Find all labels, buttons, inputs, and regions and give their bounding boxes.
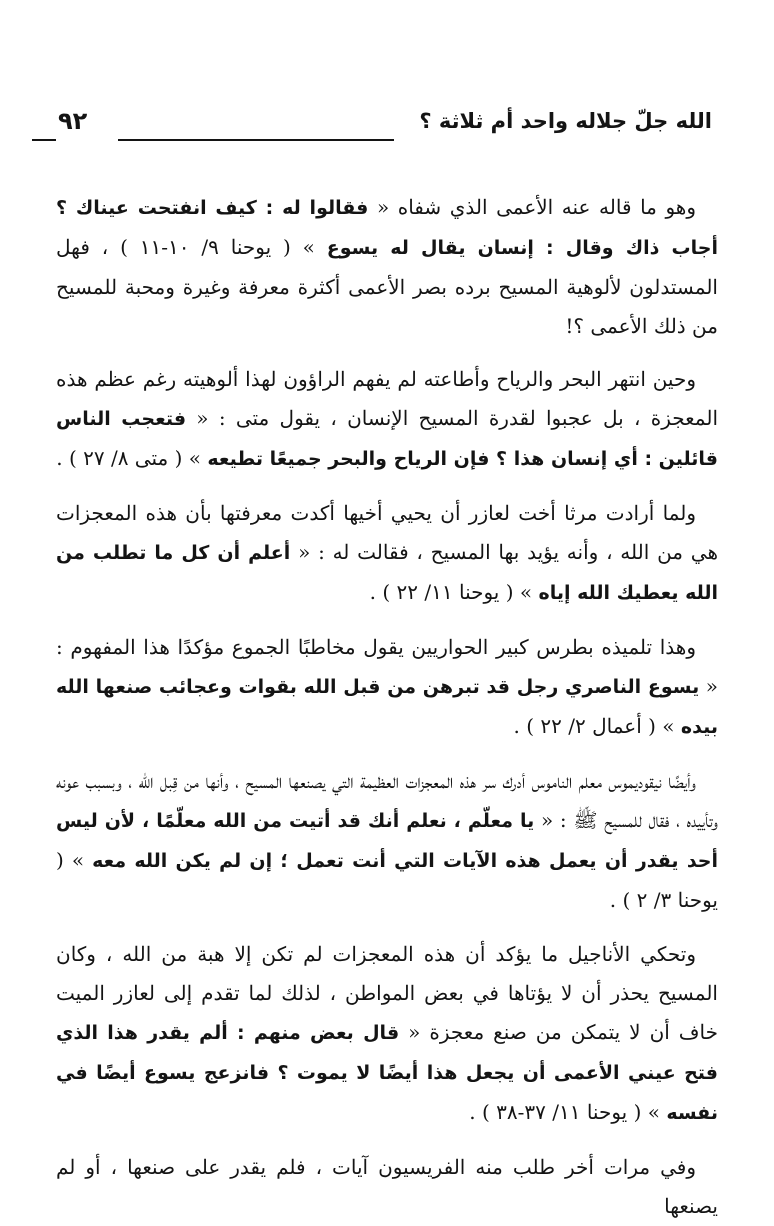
citation-text: » ( يوحنا ٣/ ٢ ) .	[56, 848, 718, 912]
citation-text: » ( متى ٨/ ٢٧ ) .	[56, 446, 208, 470]
paragraph-text: وفي مرات أخر طلب منه الفريسيون آيات ، فلم يقدر على صنعها ، أو لم يصنعها	[56, 1155, 718, 1218]
quote-text: فقالوا له : كيف انفتحت عيناك ؟ أجاب ذاك وقال : إنسان يقال له يسوع	[56, 197, 718, 259]
paragraph-text: وهذا تلميذه بطرس كبير الحواريين يقول مخاطبًا الجموع مؤكدًا هذا المفهوم : «	[56, 635, 718, 698]
citation-text: » ( يوحنا ٩/ ١٠-١١ ) ، فهل المستدلون لألوهية المسيح برده بصر الأعمى أكثرة معرفة وغيرة ومحبة للمسيح من ذلك الأعمى ؟!	[56, 235, 718, 338]
citation-text: » ( أعمال ٢/ ٢٢ ) .	[513, 714, 681, 738]
paragraph-text: ولما أرادت مرثا أخت لعازر أن يحيي أخيها أكدت معرفتها بأن هذه المعجزات هي من الله ، وأنه يؤيد بها المسيح ، فقالت له : «	[56, 501, 718, 564]
paragraph-7	[56, 1148, 718, 1226]
citation-text: » ( يوحنا ١١/ ٢٢ ) .	[369, 580, 539, 604]
paragraph-text: وهو ما قاله عنه الأعمى الذي شفاه «	[368, 195, 696, 219]
header-title: الله جلّ جلاله واحد أم ثلاثة ؟	[419, 109, 712, 133]
running-header	[40, 105, 712, 165]
paragraph-6	[56, 935, 718, 1133]
quote-text: يا معلّم ، نعلم أنك قد أتيت من الله معلّمًا ، لأن ليس أحد يقدر أن يعمل هذه الآيات التي أنت تعمل ؛ إن لم يكن الله معه	[56, 810, 718, 872]
paragraph-3	[56, 494, 718, 613]
paragraph-1	[56, 188, 718, 346]
paragraph-4	[56, 628, 718, 747]
quote-text: قال بعض منهم : ألم يقدر هذا الذي فتح عيني الأعمى أن يجعل هذا أيضًا لا يموت ؟ فانزعج يسوع أيضًا في نفسه	[56, 1022, 718, 1124]
quote-text: يسوع الناصري رجل قد تبرهن من قبل الله بقوات وعجائب صنعها الله بيده	[56, 676, 718, 738]
header-rule	[118, 139, 394, 141]
citation-text: » ( يوحنا ١١/ ٣٧-٣٨ ) .	[469, 1100, 667, 1124]
quote-text: أعلم أن كل ما تطلب من الله يعطيك الله إياه	[56, 542, 718, 604]
paragraph-5	[56, 762, 718, 920]
page-body	[56, 188, 718, 1226]
paragraph-text: وأيضًا نيقوديموس معلم الناموس أدرك سر هذه المعجزات العظيمة التي يصنعها المسيح ، وأنها من قِبل الله ، وبسبب عونه وتأييده ، فقال للمسيح ﷺ : «	[56, 769, 718, 832]
page-number: ٩٢	[58, 107, 88, 135]
quote-text: فتعجب الناس قائلين : أي إنسان هذا ؟ فإن الرياح والبحر جميعًا تطيعه	[56, 408, 718, 470]
paragraph-2	[56, 360, 718, 479]
paragraph-text: وحين انتهر البحر والرياح وأطاعته لم يفهم الراؤون لهذا ألوهيته رغم عظم هذه المعجزة ، بل عجبوا لقدرة المسيح الإنسان ، يقول متى : «	[56, 367, 718, 430]
paragraph-text: وتحكي الأناجيل ما يؤكد أن هذه المعجزات لم تكن إلا هبة من الله ، وكان المسيح يحذر أن لا يؤتاها في بعض المواطن ، لذلك لما تقدم إلى لعازر الميت خاف أن لا يتمكن من صنع معجزة «	[56, 942, 718, 1044]
page-number-rule	[32, 139, 56, 141]
